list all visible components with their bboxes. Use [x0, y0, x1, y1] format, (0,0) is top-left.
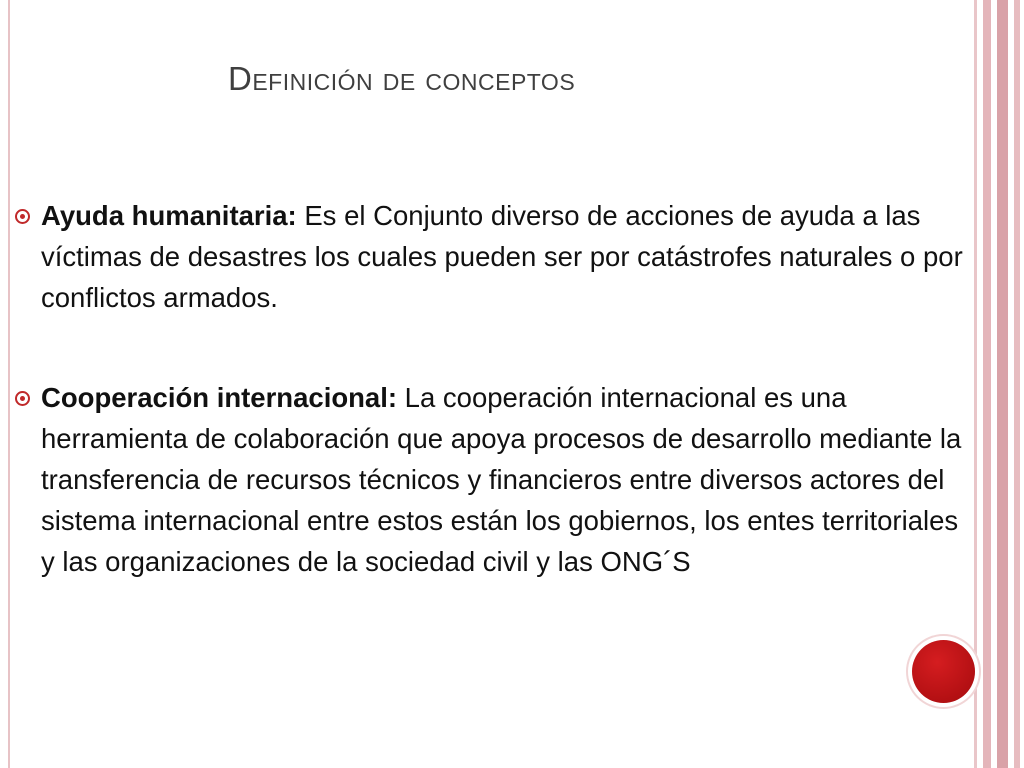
bullet-text: La cooperación internacional es una herramienta de colaboración que apoya procesos de desarrollo mediante la transferencia de recursos técnicos y financieros entre diversos actores del sistema internacional entre estos están los gobiernos, los entes territoriales y las organizaciones de la sociedad civil y las ONG´S: [41, 382, 962, 577]
circle-bullet-icon: [15, 209, 30, 224]
bullet-text: Es el Conjunto diverso de acciones de ayuda a las víctimas de desastres los cuales pueden ser por catástrofes naturales o por conflictos armados.: [41, 200, 963, 313]
bullet-term: Cooperación internacional:: [41, 382, 398, 413]
circle-bullet-icon: [15, 391, 30, 406]
bullet-item-cooperacion-internacional: [41, 377, 976, 582]
red-dot-decoration: [912, 640, 975, 703]
slide-title: Definición de conceptos: [228, 60, 576, 97]
bullet-term: Ayuda humanitaria:: [41, 200, 297, 231]
bullet-item-ayuda-humanitaria: [41, 195, 976, 318]
